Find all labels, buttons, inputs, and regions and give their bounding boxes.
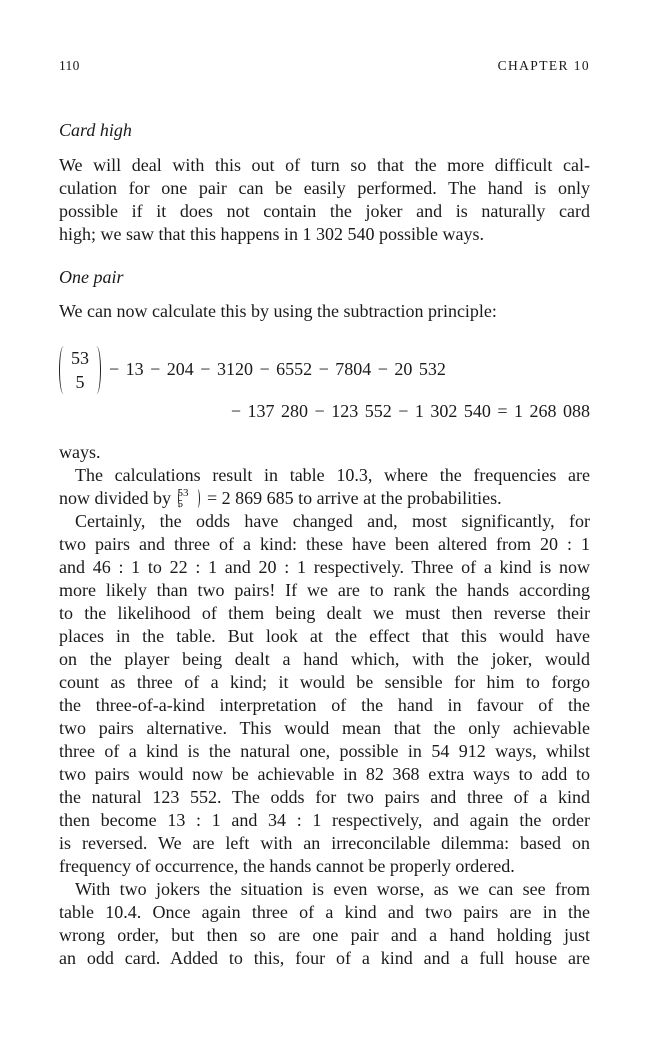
text-line: more likely than two pairs! If we are to rank the hands according — [59, 580, 590, 600]
text-line: two pairs alternative. This would mean that the only achievable — [59, 718, 590, 738]
binomial-bottom: 5 — [177, 498, 183, 510]
text-line: to the likelihood of them being dealt we must then reverse their — [59, 603, 590, 623]
text-line: count as three of a kind; it would be sensible for him to forgo — [59, 672, 590, 692]
text-line: two pairs would now be achievable in 82 368 extra ways to add to — [59, 764, 590, 784]
text-line: two pairs and three of a kind: these have been altered from 20 : 1 — [59, 534, 590, 554]
text-line: table 10.4. Once again three of a kind and two pairs are in the — [59, 902, 590, 922]
binomial-top: 53 — [71, 348, 89, 368]
text-line: then become 13 : 1 and 34 : 1 respectively, and again the order — [59, 810, 590, 830]
chapter-label: CHAPTER 10 — [497, 58, 590, 73]
equation-terms: − 13 − 204 − 3120 − 6552 − 7804 − 20 532 — [109, 359, 446, 379]
equation-line-1 — [59, 346, 590, 396]
text-line: the natural 123 552. The odds for two pairs and three of a kind — [59, 787, 590, 807]
text-line: and 46 : 1 to 22 : 1 and 20 : 1 respectively. Three of a kind is now — [59, 557, 590, 577]
heading-one-pair: One pair — [59, 267, 124, 287]
binomial-bottom: 5 — [75, 372, 85, 392]
running-head — [59, 58, 590, 76]
paragraph-results — [59, 441, 590, 970]
page-number: 110 — [59, 58, 80, 73]
paragraph-one-pair-intro — [59, 300, 590, 323]
text-line: With two jokers the situation is even worse, as we can see from — [75, 879, 590, 899]
text-line: on the player being dealt a hand which, with the joker, would — [59, 649, 590, 669]
heading-card-high: Card high — [59, 120, 132, 140]
text-line-with-binomial — [59, 487, 590, 510]
text-line: an odd card. Added to this, four of a kind and a full house are — [59, 948, 590, 968]
right-paren — [92, 346, 101, 394]
text-fragment: = 2 869 685 to arrive at the probabilities. — [207, 488, 502, 508]
text-line: three of a kind is the natural one, possible in 54 912 ways, whilst — [59, 741, 590, 761]
binomial-coefficient — [59, 346, 101, 396]
text-line: Certainly, the odds have changed and, most significantly, for — [75, 511, 590, 531]
text-line: culation for one pair can be easily performed. The hand is only — [59, 178, 590, 198]
text-fragment: now divided by — [59, 488, 171, 508]
binomial-top: 53 — [177, 487, 189, 499]
text-line: We can now calculate this by using the subtraction principle: — [59, 301, 497, 321]
text-line: possible if it does not contain the joker and is naturally card — [59, 201, 590, 221]
text-line: The calculations result in table 10.3, where the frequencies are — [75, 465, 590, 485]
text-line: is reversed. We are left with an irreconcilable dilemma: based on — [59, 833, 590, 853]
text-line: high; we saw that this happens in 1 302 540 possible ways. — [59, 224, 484, 244]
text-line: frequency of occurrence, the hands cannot be properly ordered. — [59, 856, 515, 876]
text-line: places in the table. But look at the effect that this would have — [59, 626, 590, 646]
equation-line-2: − 137 280 − 123 552 − 1 302 540 = 1 268 088 — [230, 401, 590, 421]
text-line: ways. — [59, 442, 101, 462]
text-line: the three-of-a-kind interpretation of the hand in favour of the — [59, 695, 590, 715]
inline-binomial — [178, 489, 200, 509]
text-line: We will deal with this out of turn so that the more difficult cal- — [59, 155, 590, 175]
text-line: wrong order, but then so are one pair and a hand holding just — [59, 925, 590, 945]
paragraph-card-high — [59, 154, 590, 246]
right-paren — [195, 489, 200, 508]
